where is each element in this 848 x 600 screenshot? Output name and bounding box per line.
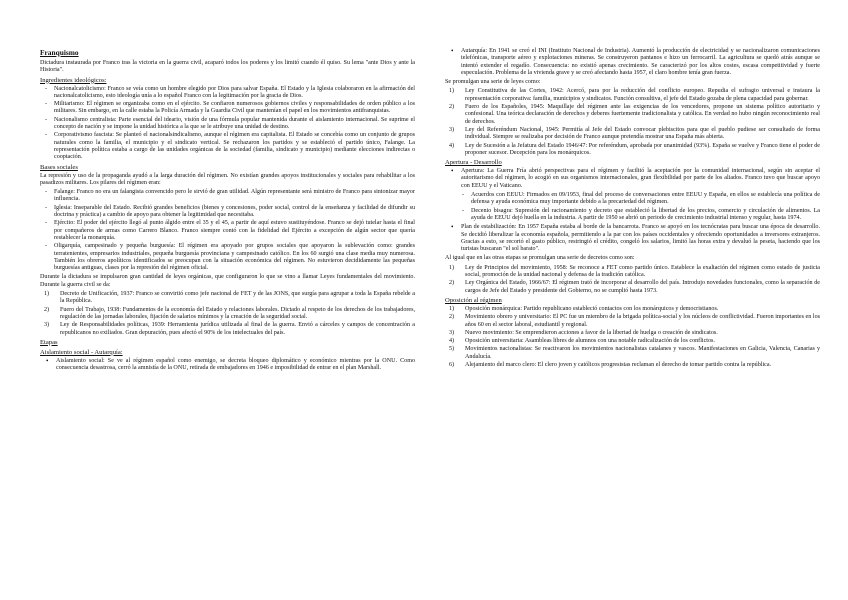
item-number: 3) (449, 329, 455, 336)
opposition-heading: Oposición al régimen (445, 296, 502, 304)
list-item: - Decenio bisagra: Supresión del racionamiento y decreto que estableció la libertad de los precios, comercio y circulación de alimentos. La ayuda de EEUU dejó huella en la industria. A partir de 1950 se abrió un periodo de crecimiento industrial intenso y regular, hasta 1974. (471, 208, 820, 223)
document-title: Franquismo (40, 48, 79, 57)
list-item (449, 104, 820, 126)
item-text: Decreto de Unificación, 1937: Franco se convirtió como jefe nacional de FET y de las JONS, que surgía para agrupar a toda la España rebelde a la República. (60, 291, 415, 305)
left-column (40, 48, 415, 374)
right-column (445, 48, 820, 371)
ideology-heading: Ingredientes ideológicos: (40, 76, 107, 84)
list-item (449, 280, 820, 295)
laws2-intro: Se promulgan una serie de leyes como: (445, 79, 541, 86)
opening-sublist (445, 192, 820, 222)
item-text: Ley del Referéndum Nacional, 1945: Permitía al Jefe del Estado convocar plebiscitos para que el pueblo pudiese ser consultado de forma individual. Siempre se realizaba por decisión de Franco aunque pretendía mostrar una España más abierta. (465, 126, 820, 141)
stabilization-list (445, 224, 820, 253)
autarky-list (445, 48, 820, 77)
list-item: • Autarquía: En 1941 se creó el INI (Instituto Nacional de Industria). Aumentó la producción de electricidad y se nacionalizaron comunicaciones telefónicas, transporte aéreo y explotaciones mineras. Se construyeron pantanos e hizo un ferrocarril. La agricultura se quedó atrás aunque se intentó extender el regadío. Consecuencia: no existió apenas crecimiento. Se caracterizó por los altos costes, escasa competitividad y fuerte especulación. Problema de la vivienda grave y se creó afectando hasta 1957, el claro hombre tenía gran fuerza. (461, 48, 820, 77)
list-item (449, 329, 820, 337)
list-item (449, 338, 820, 345)
social-bases-list (40, 189, 415, 272)
opening-heading: Apertura - Desarrollo (445, 159, 502, 167)
item-number: 3) (449, 126, 455, 133)
item-number: 4) (449, 142, 455, 149)
item-text: Movimientos nacionalistas: Se reactivaron los movimientos nacionalistas catalanes y vascos. Manifestaciones en Galicia, Valencia, Canarias y Andalucía. (465, 346, 820, 360)
intro-paragraph: Dictadura instaurada por Franco tras la victoria en la guerra civil, acaparó todos los poderes y los limitó cuando él quiso. Su lema "ante Dios y ante la Historia". (40, 60, 415, 74)
laws-list (40, 291, 415, 337)
list-item: • Plan de estabilización: En 1957 España estaba al borde de la bancarrota. Franco se apoyó en los tecnócratas para buscar una época de desarrollo. Se decidió liberalizar la economía española, permitiendo a la par con los países occidentales y ofreciendo oportunidades a inversores extranjeros. Gracias a esto, se recortó el gasto público, restringió el crédito, congeló los salarios, limitó las horas extra y devaluó la peseta, haciendo que los turistas buscaran "el sol barato". (461, 224, 820, 253)
list-item: - Nacionalismo centralista: Parte esencial del ideario, visión de una fórmula popular mantenida durante el aislamiento internacional. Se suprime el concepto de nación y se impone la unidad histórica a la que se le atribuye una unidad de destino. (54, 117, 415, 132)
list-item (44, 291, 415, 306)
laws3-list (445, 265, 820, 295)
list-item (449, 361, 820, 369)
item-number: 6) (449, 361, 455, 368)
item-text: Oposición universitaria: Asambleas libres de alumnos con una notable radicalización de los conflictos. (465, 338, 715, 345)
item-text: Nuevo movimiento: Se emprendieron acciones a favor de la libertad de huelga o creación de sindicatos. (465, 329, 718, 336)
list-item (449, 264, 820, 280)
item-number: 2) (449, 314, 455, 321)
item-number: 3) (44, 322, 50, 329)
item-text: Fuero de los Españoles, 1945: Maquillaje del régimen ante las exigencias de los vencedores, propone un sistema político autoritario y confesional. Una teórica declaración de derechos y deberes fuertemente tradicionalista y católica. En verdad no hubo ningún reconocimiento real de derechos. (465, 104, 820, 125)
list-item (44, 322, 415, 337)
item-number: 4) (449, 338, 455, 345)
social-bases-heading: Bases sociales (40, 163, 78, 171)
item-number: 2) (449, 280, 455, 287)
list-item: - Iglesia: Inseparable del Estado. Recibió grandes beneficios (bienes y concesiones, poder social, control de la enseñanza y facilidad de difundir su doctrina y práctica) a cambio de apoyo para obtener la legitimidad que necesitaba. (54, 205, 415, 220)
item-number: 1) (449, 305, 455, 312)
item-text: Ley Orgánica del Estado, 1966/67: El régimen trató de incorporar al desarrollo del país. Introdujo novedades funcionales, como la separación de cargos de Jefe del Estado y presidente del Gobierno, no se cumplió hasta 1973. (465, 280, 820, 294)
list-item (449, 88, 820, 103)
isolation-heading: Aislamiento social - Autarquía: (40, 348, 123, 356)
list-item: • Apertura: La Guerra Fría abrió perspectivas para el régimen y facilitó la aceptación por la comunidad internacional, según sin aceptar el autoritarismo del régimen, lo acogió en sus organismos internacionales, gran flexibilidad por parte de los aliados. Franco tuvo que buscar apoyo con EEUU y el Vaticano. (461, 168, 820, 190)
item-number: 1) (449, 88, 455, 95)
list-item: • Aislamiento social: Se ve al régimen español como enemigo, se decreta bloqueo diplomático y económico mientras por la ONU. Como consecuencia desastrosa, cerró la amnistía de la ONU, retirada de embajadores en 1946 e imposibilidad de entrar en el plan Marshall. (56, 358, 415, 373)
list-item (449, 305, 820, 313)
item-number: 2) (449, 104, 455, 111)
opposition-list (445, 306, 820, 369)
list-item (449, 126, 820, 142)
laws-intro: Durante la dictadura se impulsaron gran cantidad de leyes orgánicas, que configuraron lo que se vino a llamar Leyes fundamentales del movimiento. Durante la guerra civil se da: (40, 274, 415, 288)
stages-heading: Etapas (40, 338, 58, 346)
item-text: Movimiento obrero y universitario: El PC fue un miembro de la brigada política-social y los núcleos de conflictividad. Fueron importantes en los años 60 en el sector laboral, estudiantil y regional. (465, 314, 820, 328)
item-text: Oposición monárquica: Partido republicano estableció contactos con los monárquicos y democristianos. (465, 305, 719, 312)
item-text: Alejamiento del marco clero: El clero joven y católicos progresistas reclaman el derecho de tomar partido contra la república. (465, 361, 772, 368)
list-item (449, 346, 820, 361)
item-text: Ley de Principios del movimiento, 1958: Se reconoce a FET como partido único. Establece la exaltación del régimen como estado de justicia social, promoción de la unidad nacional y defensa de la tradición católica. (465, 264, 820, 279)
list-item: - Nacionalcatolicismo: Franco se veía como un hombre elegido por Dios para salvar España. El Estado y la Iglesia colaboraron en la afirmación del nacionalcatolicismo, esto ideología unía a lo español Franco con la legitimación por la gracia de Dios. (54, 86, 415, 101)
ideology-list (40, 86, 415, 162)
list-item: - Falange: Franco no era un falangista convencido pero le sirvió de gran utilidad. Algún representante será ministro de Franco para sintonizar mayor influencia. (54, 189, 415, 204)
item-number: 5) (449, 346, 455, 353)
item-number: 2) (44, 306, 50, 313)
item-number: 1) (449, 264, 455, 271)
list-item (449, 314, 820, 329)
social-bases-intro: La represión y uso de la propaganda ayudó a la larga duración del régimen. No existían grandes apoyos institucionales y sociales para rehabilitar a los pasadizos militares. Los pilares del régimen eran: (40, 172, 415, 186)
list-item: - Oligarquía, campesinado y pequeña burguesía: El régimen era apoyado por grupos sociales que apoyaron la sublevación como: grandes terratenientes, empresarios industriales, pequeña burguesía provinciana y campesinado católico. En los 60 surgió una clase media muy numerosa. También los obreros apolíticos identificados se preocupan con la situación económica del régimen. No estuvieron decididamente las pequeñas burguesías antiguas, clases por la represión del régimen oficial. (54, 243, 415, 272)
laws2-list (445, 88, 820, 157)
opening-list (445, 168, 820, 190)
laws3-intro: Al igual que en las otras etapas se promulgan una serie de decretos como son: (445, 255, 635, 262)
list-item: - Ejército: El poder del ejército llegó al punto álgido entre el 35 y el 45, a partir de aquí estuvo sustituyéndose. Franco se dejó tutelar hasta el final por compañeros de armas como Carrero Blanco. Franco siempre contó con la fidelidad del Ejército a excepción de algún sector que quería restablecer la monarquía. (54, 220, 415, 242)
item-text: Ley de Responsabilidades políticas, 1939: Herramienta jurídica utilizada al final de la guerra. Envió a cárceles y campos de concentración a republicanos no exiliados. Gran depuración, pues afectó el 90% de los intelectuales del país. (60, 322, 415, 336)
item-number: 1) (44, 291, 50, 298)
item-text: Ley Constitutiva de las Cortes, 1942: Acercó, para por la reducción del conflicto europeo. Repudia el sufragio universal e instaura la representación corporativa: familia, municipios y sindicatos. Función consultiva, el jefe del Estado gozaba de plena capacidad para gobernar. (465, 88, 820, 102)
list-item: - Corporativismo fascista: Se planteó el nacionalsindicalismo, aunque el régimen era capitalista. El Estado se concebía como un conjunto de grupos naturales como la familia, el municipio y el sindicato vertical. Se rechazaron los partidos y se estableció el partido único, Falange. La representación política estaba a cargo de las unidades orgánicas de la sociedad (familia, sindicato y municipio) mediante elecciones indirectas o cooptación. (54, 132, 415, 161)
list-item: - Acuerdos con EEUU: Firmados en 09/1953, final del proceso de conversaciones entre EEUU y España, en ellos se establecía una política de defensa y ayuda económica muy importante debido a la precariedad del régimen. (471, 192, 820, 207)
item-text: Ley de Sucesión a la Jefatura del Estado 1946/47: Por referéndum, aprobada por unanimidad (93%). España se vuelve y Franco tiene el poder de proponer sucesor. Decepción para los monárquicos. (465, 142, 820, 156)
list-item (44, 306, 415, 322)
isolation-list (40, 358, 415, 373)
list-item (449, 142, 820, 158)
item-text: Fuero del Trabajo, 1938: Fundamentos de la economía del Estado y relaciones laborales. Dictado al respeto de los derechos de los trabajadores, regulación de las jornadas laborales, fijación de salarios mínimos y la creación de la seguridad social. (60, 306, 415, 320)
list-item: - Militarismo: El régimen se organizaba como en el ejército. Se confiaron numerosos gobiernos civiles y responsabilidades de orden público a los militares. Sin embargo, en la calle estaba la Policía Armada y la Guardia Civil que mantenían el papel en los movimientos antifranquistas. (54, 101, 415, 116)
